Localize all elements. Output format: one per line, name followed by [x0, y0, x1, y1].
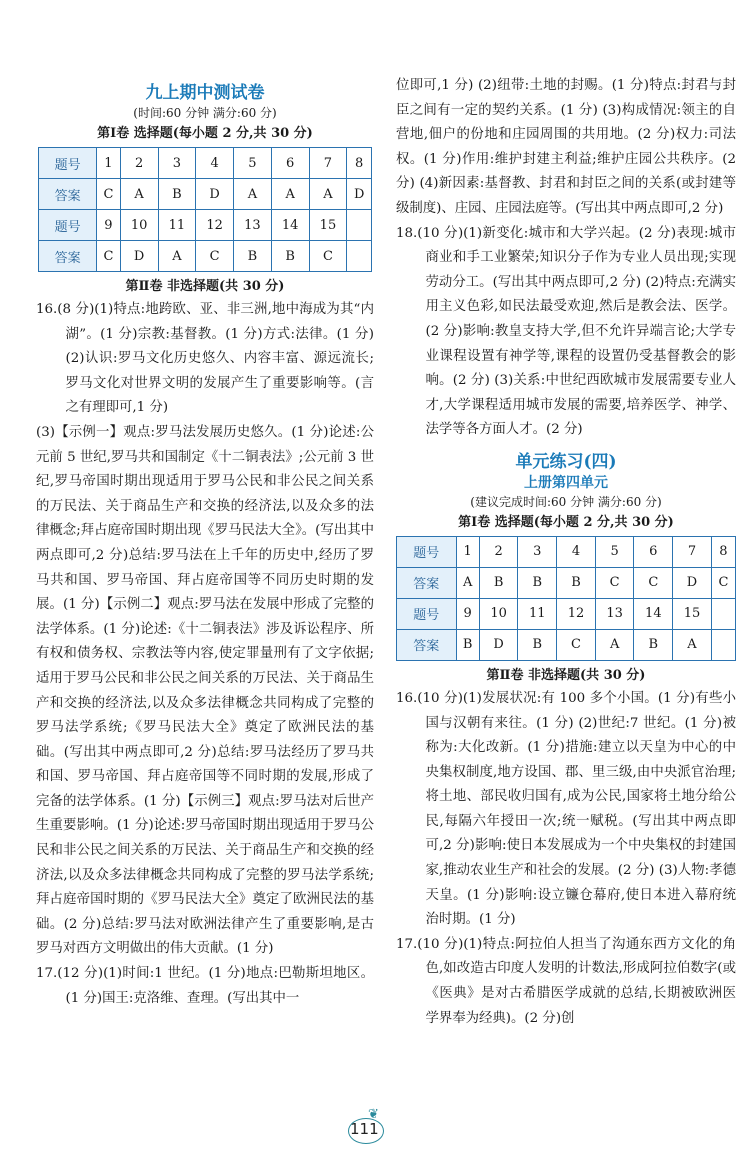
- table-row: [397, 567, 736, 598]
- table-cell: 4: [196, 148, 234, 179]
- table-cell: C: [97, 179, 121, 210]
- table-cell: B: [479, 567, 518, 598]
- table-cell: D: [196, 179, 234, 210]
- table-row: [397, 536, 736, 567]
- table-cell: 15: [309, 210, 347, 241]
- table-cell: A: [120, 179, 158, 210]
- table-cell: 10: [120, 210, 158, 241]
- part1-heading: 第Ⅰ卷 选择题(每小题 2 分,共 30 分): [458, 514, 674, 530]
- table-row: [39, 210, 372, 241]
- right-column: [396, 0, 736, 1031]
- table-cell: A: [271, 179, 309, 210]
- table-cell: 6: [634, 536, 673, 567]
- table-cell: 7: [673, 536, 712, 567]
- table-cell: A: [309, 179, 347, 210]
- answer-16: 16.(8 分)(1)特点:地跨欧、亚、非三洲,地中海成为其“内湖”。(1 分)宗教:基督教。(1 分)方式:法律。(1 分) (2)认识:罗马文化历史悠久、内容丰富、源远流长;罗马文化对世界文明的发展产生了重要影响等。(言之有理即可,1 分): [36, 302, 374, 416]
- table-cell: 答案: [39, 241, 97, 272]
- table-cell: C: [309, 241, 347, 272]
- table-row: [397, 629, 736, 660]
- table-cell: [711, 598, 735, 629]
- answer-16-part3: (3)【示例一】观点:罗马法发展历史悠久。(1 分)论述:公元前 5 世纪,罗马共和国制定《十二铜表法》;公元前 3 世纪,罗马帝国时期出现适用于罗马公民和非公民之间关系的万民法、关于商品生产和交换的经济法,以及众多的法律概念;拜占庭帝国时期出现《罗马民法大全》。(写出其中两点即可,2 分)总结:罗马法在上千年的历史中,经历了罗马共和国、罗马帝国、拜占庭帝国等不同历史时期的发展。(1 分)【示例二】观点:罗马法在发展中形成了完整的法学体系。(1 分)论述:《十二铜表法》涉及诉讼程序、所有权和债务权、宗教法等内容,使定罪量刑有了文字依据;适用于罗马公民和非公民之间关系的万民法、关于商品生产和交换的经济法,以及众多法律概念共同构成了完整的罗马法学系统;《罗马民法大全》奠定了欧洲民法的基础。(写出其中两点即可,2 分)总结:罗马法经历了罗马共和国、罗马帝国、拜占庭帝国等不同时期的发展,形成了完备的法学体系。(1 分)【示例三】观点:罗马法对后世产生重要影响。(1 分)论述:罗马帝国时期出现适用于罗马公民和非公民之间关系的万民法、关于商品生产和交换的经济法,以及众多法律概念共同构成了完整的罗马法学系统;拜占庭帝国时期的《罗马民法大全》奠定了欧洲民法的基础。(2 分)总结:罗马法对欧洲法律产生了重要影响,是古罗马对西方文明做出的伟大贡献。(1 分): [36, 424, 374, 957]
- table-cell: 答案: [397, 567, 457, 598]
- left-column: [36, 0, 374, 1011]
- unit-meta: (建议完成时间:60 分钟 满分:60 分): [470, 494, 662, 509]
- table-cell: 题号: [39, 210, 97, 241]
- table-cell: 4: [557, 536, 596, 567]
- table-cell: 9: [456, 598, 479, 629]
- unit-subtitle: 上册第四单元: [524, 474, 608, 491]
- table-cell: 11: [158, 210, 196, 241]
- exam-meta: (时间:60 分钟 满分:60 分): [133, 106, 277, 120]
- table-cell: A: [158, 241, 196, 272]
- table-cell: 14: [271, 210, 309, 241]
- table-cell: B: [271, 241, 309, 272]
- answer-18: 18.(10 分)(1)新变化:城市和大学兴起。(2 分)表现:城市商业和手工业繁荣;知识分子作为专业人员出现;实现劳动分工。(写出其中两点即可,2 分) (2)特点:充满实用主义色彩,如民法最受欢迎,然后是教会法、医学。(2 分)影响:教皇支持大学,但不允许异端言论;大学专业课程设置有神学等,课程的设置仍受基督教会的影响。(2 分) (3)关系:中世纪西欧城市发展需要专业人才,大学课程适用城市发展的需要,培养医学、神学、法学等各方面人才。(2 分): [396, 225, 736, 438]
- table-cell: [347, 241, 372, 272]
- page-number: [350, 1107, 379, 1138]
- table-cell: A: [595, 629, 634, 660]
- table-cell: B: [634, 629, 673, 660]
- table-cell: C: [595, 567, 634, 598]
- table-cell: [711, 629, 735, 660]
- table-row: [39, 241, 372, 272]
- table-cell: 8: [711, 536, 735, 567]
- table-cell: 答案: [39, 179, 97, 210]
- table-cell: A: [456, 567, 479, 598]
- table-cell: 9: [97, 210, 121, 241]
- table-cell: 12: [557, 598, 596, 629]
- table-cell: 2: [479, 536, 518, 567]
- table-cell: C: [196, 241, 234, 272]
- leaf-icon: ❦: [368, 1107, 379, 1122]
- exam-title: 九上期中测试卷: [145, 83, 265, 103]
- table-cell: 12: [196, 210, 234, 241]
- answer-17-continued: 位即可,1 分) (2)纽带:土地的封赐。(1 分)特点:封君与封臣之间有一定的契约关系。(1 分) (3)构成情况:领主的自营地,佃户的份地和庄园周围的共用地。(2 分)权力:司法权。(1 分)作用:维护封建主利益;维护庄园公共秩序。(2 分) (4)新因素:基督教、封君和封臣之间的关系(或封建等级制度)、庄园、庄园法庭等。(写出其中两点即可,2 分): [396, 78, 736, 216]
- table-cell: 10: [479, 598, 518, 629]
- table-cell: 3: [518, 536, 557, 567]
- table-cell: 14: [634, 598, 673, 629]
- page-number-text: 111: [350, 1120, 379, 1138]
- table-cell: 13: [234, 210, 272, 241]
- table-cell: B: [557, 567, 596, 598]
- answer-table: [38, 147, 372, 272]
- table-row: [39, 179, 372, 210]
- table-cell: 11: [518, 598, 557, 629]
- answer-16: 16.(10 分)(1)发展状况:有 100 多个小国。(1 分)有些小国与汉朝有来往。(1 分) (2)世纪:7 世纪。(1 分)被称为:大化改新。(1 分)措施:建立以天皇为中心的中央集权制度,地方设国、郡、里三级,由中央派官治理;将土地、部民收归国有,成为公民,国家将土地分给公民,每隔六年授田一次;统一赋税。(写出其中两点即可,2 分)影响:使日本发展成为一个中央集权的封建国家,推动农业生产和社会的发展。(2 分) (3)人物:孝德天皇。(1 分)影响:设立镰仓幕府,使日本进入幕府统治时期。(1 分): [396, 690, 736, 928]
- answer-17-start: 17.(12 分)(1)时间:1 世纪。(1 分)地点:巴勒斯坦地区。(1 分)国王:克洛维、查理。(写出其中一: [36, 966, 374, 1006]
- table-cell: 1: [456, 536, 479, 567]
- table-cell: 13: [595, 598, 634, 629]
- part2-heading: 第Ⅱ卷 非选择题(共 30 分): [125, 279, 285, 294]
- table-row: [397, 598, 736, 629]
- table-cell: 答案: [397, 629, 457, 660]
- table-cell: C: [97, 241, 121, 272]
- table-cell: 3: [158, 148, 196, 179]
- table-cell: 题号: [39, 148, 97, 179]
- answer-17: 17.(10 分)(1)特点:阿拉伯人担当了沟通东西方文化的角色,如改造古印度人发明的计数法,形成阿拉伯数字(或《医典》是对古希腊医学成就的总结,长期被欧洲医学界奉为经典)。(2 分)创: [396, 936, 736, 1026]
- table-cell: B: [456, 629, 479, 660]
- table-cell: C: [634, 567, 673, 598]
- table-cell: D: [479, 629, 518, 660]
- part2-heading: 第Ⅱ卷 非选择题(共 30 分): [486, 667, 646, 683]
- table-cell: [347, 210, 372, 241]
- unit-title: 单元练习(四): [515, 451, 617, 472]
- table-cell: C: [557, 629, 596, 660]
- table-cell: 5: [595, 536, 634, 567]
- table-cell: A: [234, 179, 272, 210]
- table-cell: B: [158, 179, 196, 210]
- table-cell: 5: [234, 148, 272, 179]
- table-cell: B: [518, 567, 557, 598]
- table-cell: B: [518, 629, 557, 660]
- table-cell: 2: [120, 148, 158, 179]
- table-cell: 题号: [397, 536, 457, 567]
- table-cell: D: [347, 179, 372, 210]
- table-cell: B: [234, 241, 272, 272]
- table-cell: 6: [271, 148, 309, 179]
- table-cell: 8: [347, 148, 372, 179]
- table-cell: A: [673, 629, 712, 660]
- table-row: [39, 148, 372, 179]
- answer-table: [396, 536, 736, 661]
- table-cell: 1: [97, 148, 121, 179]
- table-cell: D: [673, 567, 712, 598]
- table-cell: 15: [673, 598, 712, 629]
- table-cell: 7: [309, 148, 347, 179]
- table-cell: D: [120, 241, 158, 272]
- table-cell: 题号: [397, 598, 457, 629]
- part1-heading: 第Ⅰ卷 选择题(每小题 2 分,共 30 分): [97, 126, 313, 141]
- table-cell: C: [711, 567, 735, 598]
